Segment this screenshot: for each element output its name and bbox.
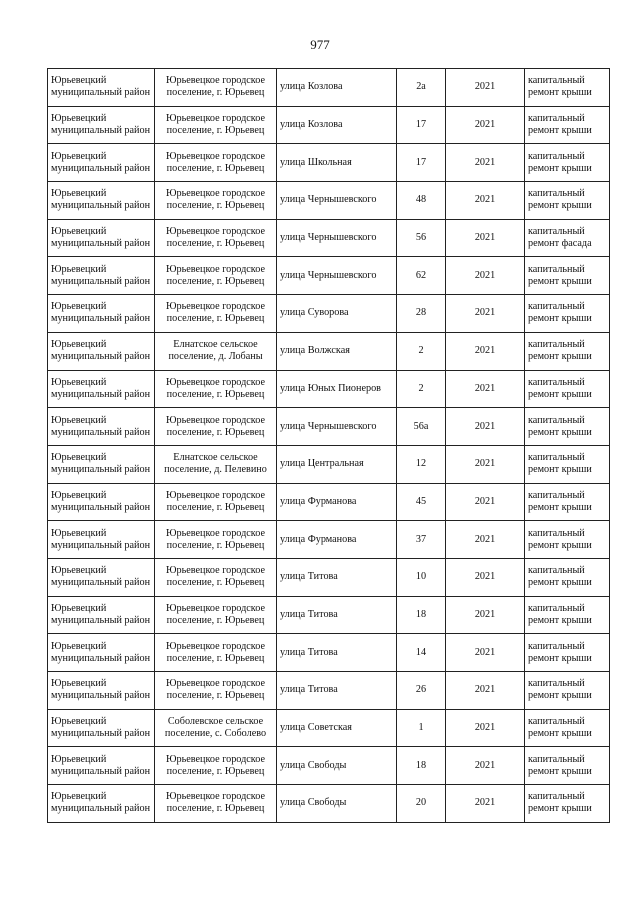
settlement-cell: Соболевское сельское поселение, с. Соболево — [155, 709, 277, 747]
house-number-cell: 62 — [397, 257, 446, 295]
table-row — [48, 747, 610, 785]
table-row — [48, 370, 610, 408]
street-cell: улица Козлова — [277, 106, 397, 144]
year-cell: 2021 — [446, 709, 525, 747]
year-cell: 2021 — [446, 672, 525, 710]
street-cell: улица Титова — [277, 596, 397, 634]
house-number-cell: 14 — [397, 634, 446, 672]
district-cell: Юрьевецкий муниципальный район — [48, 558, 155, 596]
table-row — [48, 596, 610, 634]
table-row — [48, 144, 610, 182]
table-row — [48, 106, 610, 144]
house-number-cell: 56а — [397, 408, 446, 446]
street-cell: улица Чернышевского — [277, 182, 397, 220]
year-cell: 2021 — [446, 408, 525, 446]
repair-registry-table — [47, 68, 610, 823]
settlement-cell: Юрьевецкое городское поселение, г. Юрьевец — [155, 219, 277, 257]
street-cell: улица Чернышевского — [277, 408, 397, 446]
house-number-cell: 1 — [397, 709, 446, 747]
street-cell: улица Советская — [277, 709, 397, 747]
work-type-cell: капитальный ремонт крыши — [525, 445, 610, 483]
district-cell: Юрьевецкий муниципальный район — [48, 106, 155, 144]
district-cell: Юрьевецкий муниципальный район — [48, 709, 155, 747]
street-cell: улица Волжская — [277, 332, 397, 370]
house-number-cell: 10 — [397, 558, 446, 596]
district-cell: Юрьевецкий муниципальный район — [48, 521, 155, 559]
year-cell: 2021 — [446, 558, 525, 596]
house-number-cell: 17 — [397, 144, 446, 182]
year-cell: 2021 — [446, 596, 525, 634]
district-cell: Юрьевецкий муниципальный район — [48, 672, 155, 710]
work-type-cell: капитальный ремонт крыши — [525, 672, 610, 710]
work-type-cell: капитальный ремонт крыши — [525, 747, 610, 785]
year-cell: 2021 — [446, 483, 525, 521]
street-cell: улица Чернышевского — [277, 257, 397, 295]
table-row — [48, 785, 610, 823]
street-cell: улица Фурманова — [277, 521, 397, 559]
house-number-cell: 48 — [397, 182, 446, 220]
work-type-cell: капитальный ремонт крыши — [525, 144, 610, 182]
year-cell: 2021 — [446, 785, 525, 823]
table-row — [48, 445, 610, 483]
house-number-cell: 18 — [397, 596, 446, 634]
district-cell: Юрьевецкий муниципальный район — [48, 785, 155, 823]
work-type-cell: капитальный ремонт крыши — [525, 370, 610, 408]
house-number-cell: 2 — [397, 332, 446, 370]
work-type-cell: капитальный ремонт крыши — [525, 558, 610, 596]
street-cell: улица Чернышевского — [277, 219, 397, 257]
table-row — [48, 521, 610, 559]
settlement-cell: Юрьевецкое городское поселение, г. Юрьевец — [155, 785, 277, 823]
work-type-cell: капитальный ремонт крыши — [525, 332, 610, 370]
district-cell: Юрьевецкий муниципальный район — [48, 295, 155, 333]
house-number-cell: 45 — [397, 483, 446, 521]
table-row — [48, 672, 610, 710]
district-cell: Юрьевецкий муниципальный район — [48, 483, 155, 521]
work-type-cell: капитальный ремонт крыши — [525, 69, 610, 107]
registry-body — [48, 69, 610, 823]
work-type-cell: капитальный ремонт крыши — [525, 182, 610, 220]
settlement-cell: Елнатское сельское поселение, д. Лобаны — [155, 332, 277, 370]
work-type-cell: капитальный ремонт крыши — [525, 521, 610, 559]
district-cell: Юрьевецкий муниципальный район — [48, 634, 155, 672]
house-number-cell: 18 — [397, 747, 446, 785]
table-row — [48, 257, 610, 295]
work-type-cell: капитальный ремонт крыши — [525, 408, 610, 446]
house-number-cell: 28 — [397, 295, 446, 333]
table-row — [48, 408, 610, 446]
settlement-cell: Юрьевецкое городское поселение, г. Юрьевец — [155, 747, 277, 785]
table-row — [48, 483, 610, 521]
house-number-cell: 37 — [397, 521, 446, 559]
work-type-cell: капитальный ремонт крыши — [525, 634, 610, 672]
district-cell: Юрьевецкий муниципальный район — [48, 69, 155, 107]
table-row — [48, 709, 610, 747]
year-cell: 2021 — [446, 370, 525, 408]
street-cell: улица Свободы — [277, 785, 397, 823]
street-cell: улица Козлова — [277, 69, 397, 107]
settlement-cell: Юрьевецкое городское поселение, г. Юрьевец — [155, 106, 277, 144]
district-cell: Юрьевецкий муниципальный район — [48, 596, 155, 634]
work-type-cell: капитальный ремонт крыши — [525, 257, 610, 295]
table-row — [48, 69, 610, 107]
table-row — [48, 295, 610, 333]
district-cell: Юрьевецкий муниципальный район — [48, 747, 155, 785]
table-row — [48, 219, 610, 257]
district-cell: Юрьевецкий муниципальный район — [48, 219, 155, 257]
work-type-cell: капитальный ремонт крыши — [525, 596, 610, 634]
year-cell: 2021 — [446, 332, 525, 370]
street-cell: улица Титова — [277, 672, 397, 710]
street-cell: улица Школьная — [277, 144, 397, 182]
settlement-cell: Юрьевецкое городское поселение, г. Юрьевец — [155, 182, 277, 220]
year-cell: 2021 — [446, 144, 525, 182]
work-type-cell: капитальный ремонт крыши — [525, 709, 610, 747]
district-cell: Юрьевецкий муниципальный район — [48, 182, 155, 220]
year-cell: 2021 — [446, 634, 525, 672]
house-number-cell: 20 — [397, 785, 446, 823]
table-row — [48, 332, 610, 370]
page-number: 977 — [310, 37, 330, 52]
settlement-cell: Юрьевецкое городское поселение, г. Юрьевец — [155, 295, 277, 333]
year-cell: 2021 — [446, 445, 525, 483]
year-cell: 2021 — [446, 106, 525, 144]
house-number-cell: 2а — [397, 69, 446, 107]
settlement-cell: Юрьевецкое городское поселение, г. Юрьевец — [155, 521, 277, 559]
year-cell: 2021 — [446, 69, 525, 107]
house-number-cell: 12 — [397, 445, 446, 483]
year-cell: 2021 — [446, 521, 525, 559]
year-cell: 2021 — [446, 295, 525, 333]
street-cell: улица Центральная — [277, 445, 397, 483]
work-type-cell: капитальный ремонт крыши — [525, 483, 610, 521]
street-cell: улица Титова — [277, 558, 397, 596]
district-cell: Юрьевецкий муниципальный район — [48, 445, 155, 483]
work-type-cell: капитальный ремонт фасада — [525, 219, 610, 257]
street-cell: улица Суворова — [277, 295, 397, 333]
settlement-cell: Юрьевецкое городское поселение, г. Юрьевец — [155, 370, 277, 408]
settlement-cell: Юрьевецкое городское поселение, г. Юрьевец — [155, 144, 277, 182]
settlement-cell: Юрьевецкое городское поселение, г. Юрьевец — [155, 634, 277, 672]
year-cell: 2021 — [446, 219, 525, 257]
street-cell: улица Титова — [277, 634, 397, 672]
settlement-cell: Елнатское сельское поселение, д. Пелевино — [155, 445, 277, 483]
house-number-cell: 26 — [397, 672, 446, 710]
street-cell: улица Свободы — [277, 747, 397, 785]
house-number-cell: 17 — [397, 106, 446, 144]
district-cell: Юрьевецкий муниципальный район — [48, 408, 155, 446]
house-number-cell: 56 — [397, 219, 446, 257]
settlement-cell: Юрьевецкое городское поселение, г. Юрьевец — [155, 558, 277, 596]
district-cell: Юрьевецкий муниципальный район — [48, 257, 155, 295]
year-cell: 2021 — [446, 747, 525, 785]
table-row — [48, 634, 610, 672]
work-type-cell: капитальный ремонт крыши — [525, 785, 610, 823]
street-cell: улица Юных Пионеров — [277, 370, 397, 408]
table-row — [48, 182, 610, 220]
year-cell: 2021 — [446, 257, 525, 295]
settlement-cell: Юрьевецкое городское поселение, г. Юрьевец — [155, 257, 277, 295]
district-cell: Юрьевецкий муниципальный район — [48, 370, 155, 408]
work-type-cell: капитальный ремонт крыши — [525, 106, 610, 144]
work-type-cell: капитальный ремонт крыши — [525, 295, 610, 333]
district-cell: Юрьевецкий муниципальный район — [48, 332, 155, 370]
district-cell: Юрьевецкий муниципальный район — [48, 144, 155, 182]
table-row — [48, 558, 610, 596]
year-cell: 2021 — [446, 182, 525, 220]
street-cell: улица Фурманова — [277, 483, 397, 521]
settlement-cell: Юрьевецкое городское поселение, г. Юрьевец — [155, 483, 277, 521]
settlement-cell: Юрьевецкое городское поселение, г. Юрьевец — [155, 596, 277, 634]
house-number-cell: 2 — [397, 370, 446, 408]
settlement-cell: Юрьевецкое городское поселение, г. Юрьевец — [155, 69, 277, 107]
settlement-cell: Юрьевецкое городское поселение, г. Юрьевец — [155, 408, 277, 446]
settlement-cell: Юрьевецкое городское поселение, г. Юрьевец — [155, 672, 277, 710]
